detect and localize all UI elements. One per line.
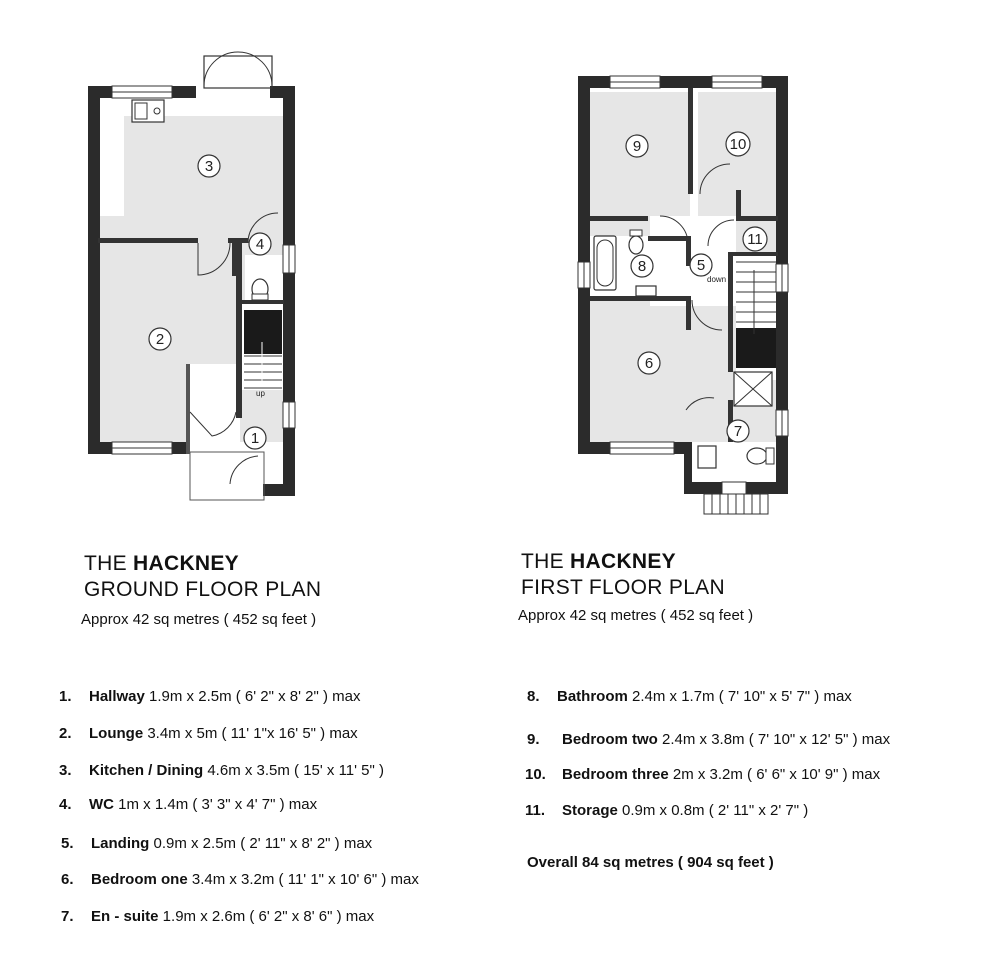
room-marker-9: 9 [632, 138, 642, 155]
room-marker-2: 2 [155, 331, 165, 348]
ground-floor-plan [88, 52, 295, 500]
legend-room-1: 1. Hallway 1.9m x 2.5m ( 6' 2" x 8' 2" ) max [59, 688, 361, 705]
room-marker-4: 4 [255, 236, 265, 253]
ground-floor-area: Approx 42 sq metres ( 452 sq feet ) [81, 611, 317, 628]
ground-floor-subtitle: GROUND FLOOR PLAN [84, 578, 322, 601]
ground-title-bold: HACKNEY [133, 552, 239, 575]
room-marker-5: 5 [696, 257, 706, 274]
legend-room-5: 5. Landing 0.9m x 2.5m ( 2' 11" x 8' 2" ) max [61, 835, 373, 852]
room-marker-1: 1 [250, 430, 260, 447]
legend-room-10: 10. Bedroom three 2m x 3.2m ( 6' 6" x 10' 9" ) max [525, 766, 881, 783]
first-title-bold: HACKNEY [570, 550, 676, 573]
overall-area: Overall 84 sq metres ( 904 sq feet ) [527, 854, 774, 871]
first-floor-subtitle: FIRST FLOOR PLAN [521, 576, 725, 599]
first-title-prefix: THE [521, 550, 571, 573]
legend-room-3: 3. Kitchen / Dining 4.6m x 3.5m ( 15' x 11' 5" ) [59, 762, 385, 779]
legend-room-4: 4. WC 1m x 1.4m ( 3' 3" x 4' 7" ) max [59, 796, 318, 813]
ground-floor-title [84, 551, 321, 603]
legend-room-7: 7. En - suite 1.9m x 2.6m ( 6' 2" x 8' 6" ) max [61, 908, 375, 925]
room-marker-7: 7 [733, 423, 743, 440]
legend-room-6: 6. Bedroom one 3.4m x 3.2m ( 11' 1" x 10' 6" ) max [61, 871, 419, 888]
first-stair-label: down [707, 275, 727, 284]
room-marker-10: 10 [729, 136, 747, 153]
room-marker-11: 11 [747, 231, 763, 248]
legend-room-9: 9. Bedroom two 2.4m x 3.8m ( 7' 10" x 12' 5" ) max [527, 731, 891, 748]
legend-room-11: 11. Storage 0.9m x 0.8m ( 2' 11" x 2' 7" ) [525, 802, 809, 819]
room-marker-3: 3 [204, 158, 214, 175]
legend-room-8: 8. Bathroom 2.4m x 1.7m ( 7' 10" x 5' 7" ) max [527, 688, 852, 705]
legend-room-2: 2. Lounge 3.4m x 5m ( 11' 1"x 16' 5" ) max [59, 725, 358, 742]
first-floor-title [521, 549, 725, 601]
ground-stairs [244, 310, 282, 354]
ground-stair-label: up [256, 389, 265, 398]
ground-title-prefix: THE [84, 552, 134, 575]
room-marker-6: 6 [644, 355, 654, 372]
room-marker-8: 8 [637, 258, 647, 275]
first-floor-area: Approx 42 sq metres ( 452 sq feet ) [518, 607, 754, 624]
first-floor-plan [578, 76, 788, 514]
first-stairs [736, 328, 776, 368]
